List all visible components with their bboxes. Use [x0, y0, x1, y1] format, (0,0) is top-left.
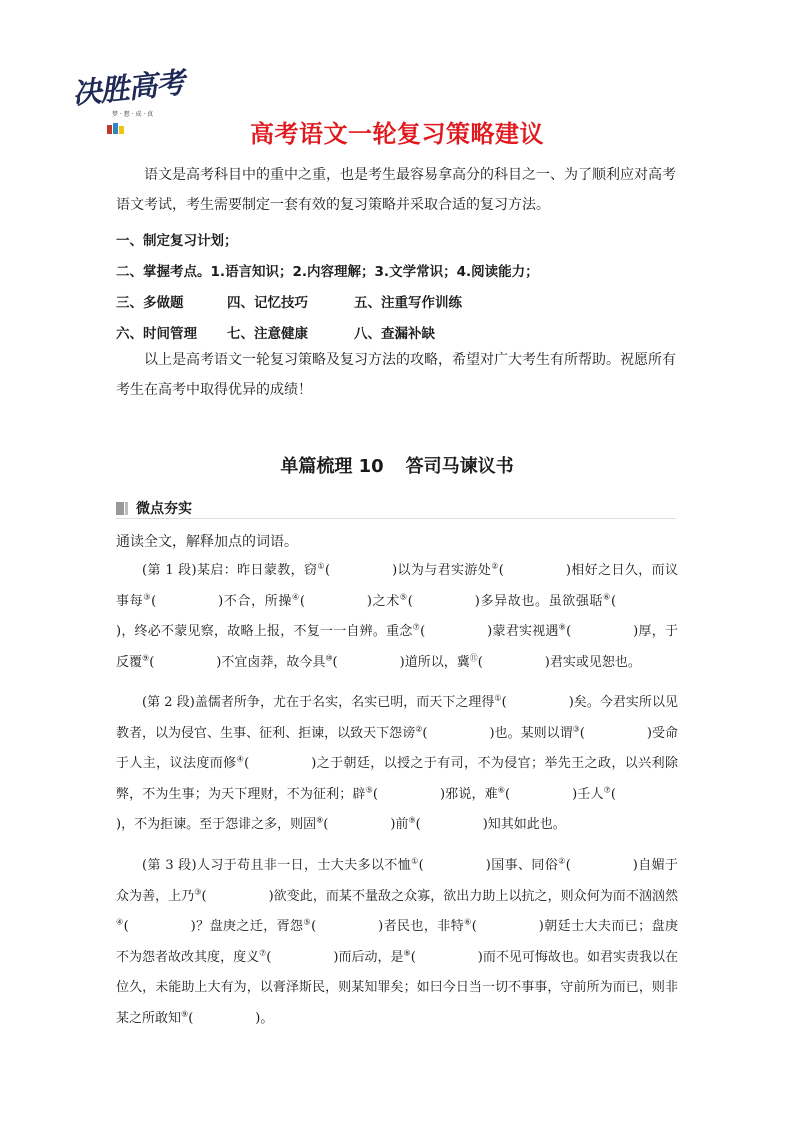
exercise-paragraph-3: (第 3 段)人习于苟且非一日，士大夫多以不恤①( )国事、同俗②( )自媚于众为善，上乃③( )欲变此，而某不量敌之众寡，欲出力助上以抗之，则众何为而不汹汹然④( )？盘庚之迁，胥怨⑤( )者民也，非特⑥( )朝廷士大夫而已；盘庚不为怨者故改其度，度义⑦( )而后动，是⑧( )而不见可悔故也。如君实责我以在位久，未能助上大有为，以膏泽斯民，则某知罪矣；如曰今日当一切不事事，守前所为而已，则非某之所敢知⑨( )。 [116, 856, 678, 1026]
logo-slogan: 梦 · 想 · 成 · 真 [112, 111, 154, 118]
exercise-paragraph-1: (第 1 段)某启：昨日蒙教，窃①( )以为与君实游处②( )相好之日久，而议事每③( )不合，所操④( )之术⑤( )多异故也。虽欲强聒⑥()，终必不蒙见察，故略上报，不复一一自辨。重念⑦( )蒙君实视遇⑧( )厚，于反覆⑨( )不宜卤莽，故今具⑩( )道所以，冀⑪( )君实或见恕也。 [116, 561, 678, 670]
logo-text: 决胜高考 [70, 65, 186, 111]
instruction: 通读全文，解释加点的词语。 [116, 534, 298, 550]
strategy-row-4: 六、时间管理 七、注意健康 八、查漏补缺 [116, 326, 435, 342]
exercise-paragraph-2: (第 2 段)盖儒者所争，尤在于名实，名实已明，而天下之理得①( )矣。今君实所以见教者，以为侵官、生事、征利、拒谏，以致天下怨谤②( )也。某则以谓③( )受命于人主，议法度而修④( )之于朝廷，以授之于有司，不为侵官；举先王之政，以兴利除弊，不为生事；为天下理财，不为征利；辟⑤( )邪说，难⑥( )壬人⑦()，不为拒谏。至于怨诽之多，则固⑧( )前⑨( )知其如此也。 [116, 693, 678, 832]
strategy-row-3: 三、多做题 四、记忆技巧 五、注重写作训练 [116, 295, 462, 311]
closing-paragraph: 以上是高考语文一轮复习策略及复习方法的攻略，希望对广大考生有所帮助。祝愿所有考生在高考中取得优异的成绩！ [116, 352, 676, 398]
strategy-item-2: 二、掌握考点。1.语言知识；2.内容理解；3.文学常识；4.阅读能力； [116, 264, 539, 280]
strategy-item-1: 一、制定复习计划； [116, 233, 238, 249]
sub-heading: 微点夯实 [116, 497, 676, 519]
intro-paragraph: 语文是高考科目中的重中之重，也是考生最容易拿高分的科目之一、为了顺利应对高考语文考试，考生需要制定一套有效的复习策略并采取合适的复习方法。 [116, 167, 676, 213]
page-title: 高考语文一轮复习策略建议 [250, 120, 544, 148]
section-title: 单篇梳理 10 答司马谏议书 [280, 456, 514, 477]
